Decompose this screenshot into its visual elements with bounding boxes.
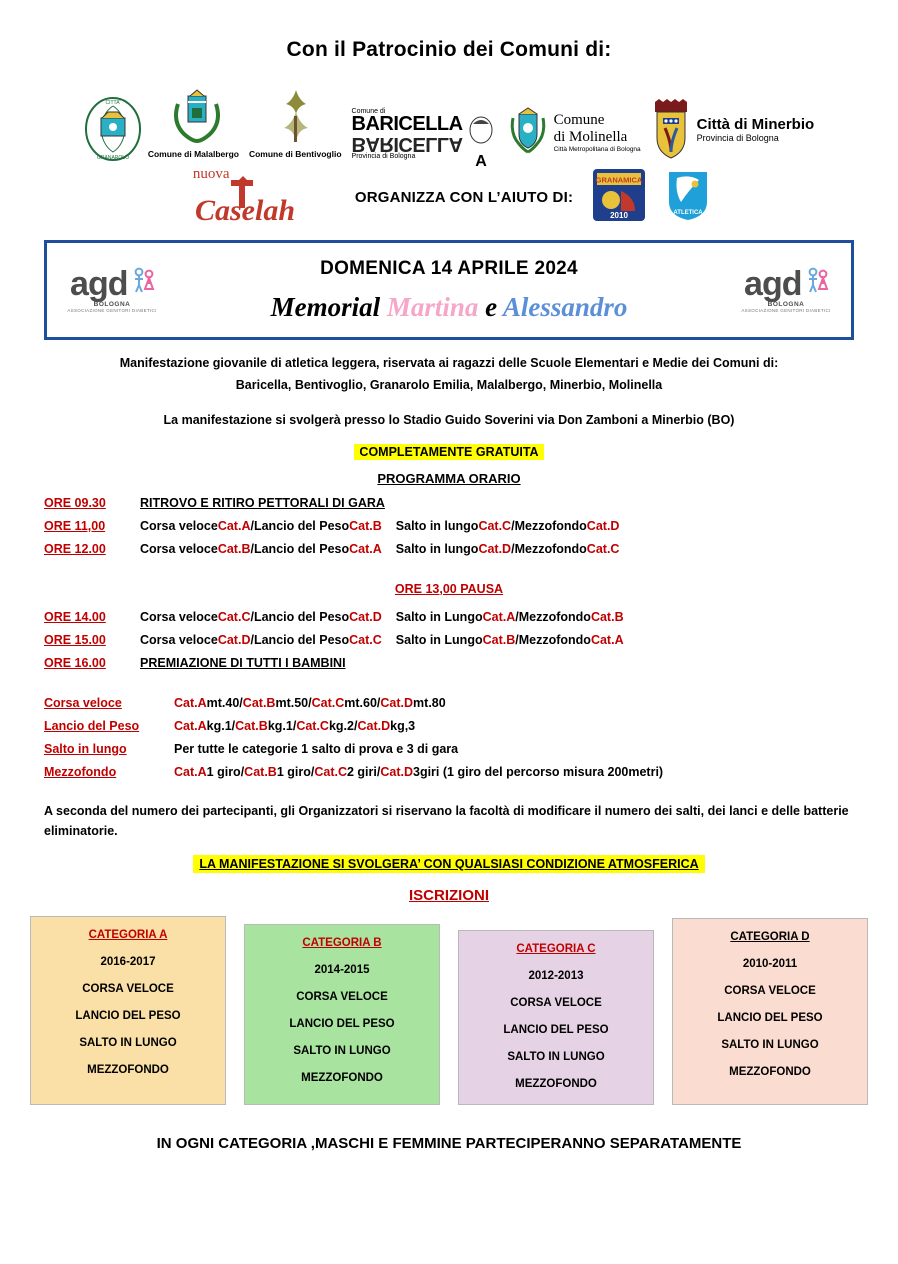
category-cards <box>0 916 898 1105</box>
category-event: SALTO IN LUNGO <box>721 1038 819 1051</box>
category-event: SALTO IN LUNGO <box>293 1044 391 1057</box>
schedule-time: ORE 11,00 <box>44 518 106 533</box>
category-event: CORSA VELOCE <box>296 990 388 1003</box>
category-card-a <box>30 916 226 1105</box>
agd-wordmark: agd <box>70 265 128 303</box>
event-name: Mezzofondo <box>518 632 591 647</box>
event-category: Cat.D <box>217 632 251 647</box>
schedule-afternoon <box>44 610 854 670</box>
separator: / <box>511 518 515 533</box>
spec-category: Cat.D <box>380 764 413 779</box>
category-years: 2012-2013 <box>528 969 584 982</box>
logo-caption: Comune di Malalbergo <box>147 149 239 160</box>
event-category: Cat.A <box>217 518 251 533</box>
page-title: Con il Patrocinio dei Comuni di: <box>286 38 612 61</box>
baricella-caption-top: Comune di <box>351 108 386 115</box>
schedule-time: ORE 14.00 <box>44 609 106 624</box>
event-name: Corsa veloce <box>140 609 218 624</box>
event-name: Lancio del Peso <box>253 541 350 556</box>
event-name: Salto in lungo <box>395 518 479 533</box>
category-years: 2016-2017 <box>100 955 156 968</box>
event-name: Corsa veloce <box>140 632 218 647</box>
agd-logo-left <box>57 267 167 313</box>
event-category: Cat.C <box>586 541 620 556</box>
separator: / <box>515 632 519 647</box>
bentivoglio-crest-icon <box>268 86 322 148</box>
spec-value: 3giri (1 giro del percorso misura 200metri) <box>413 764 664 779</box>
baricella-caption-sub: Provincia di Bologna <box>351 153 416 160</box>
separator: / <box>250 609 254 624</box>
spec-row <box>44 765 854 779</box>
event-category: Cat.A <box>482 609 516 624</box>
agd-figures-icon <box>132 267 154 293</box>
baricella-wordmark: BARICELLA <box>351 113 463 135</box>
category-event: SALTO IN LUNGO <box>79 1036 177 1049</box>
logo-molinella <box>507 104 641 160</box>
event-name: Lancio del Peso <box>253 518 350 533</box>
agd-sub2-label: ASSOCIAZIONE GENITORI DIABETICI <box>741 307 831 313</box>
spec-value: Per tutte le categorie 1 salto di prova e 3 di gara <box>174 741 459 756</box>
programma-heading: PROGRAMMA ORARIO <box>377 470 521 486</box>
svg-text:CITTA': CITTA' <box>105 100 121 106</box>
spec-category: Cat.D <box>357 718 391 733</box>
municipal-logos-row <box>0 76 898 170</box>
logo-granamica <box>591 167 647 228</box>
agd-sub2-label: ASSOCIAZIONE GENITORI DIABETICI <box>67 307 157 313</box>
agd-figures-icon <box>806 267 828 293</box>
spec-category: Cat.B <box>242 695 276 710</box>
svg-text:A: A <box>474 153 487 170</box>
category-event: MEZZOFONDO <box>301 1071 383 1084</box>
intro-line-1: Manifestazione giovanile di atletica leggera, riservata ai ragazzi delle Scuole Elementari e Medie dei Comuni di: <box>119 356 779 370</box>
event-name: Lancio del Peso <box>253 632 350 647</box>
event-name: Salto in Lungo <box>395 632 483 647</box>
logo-nuova-caselah <box>187 168 337 226</box>
minerbio-caption-sub: Provincia di Bologna <box>696 132 779 143</box>
headline-center <box>167 258 731 323</box>
category-card-b <box>244 924 440 1105</box>
granarolo-crest-icon <box>84 96 138 161</box>
schedule-row <box>44 519 854 533</box>
footer-note: IN OGNI CATEGORIA ,MASCHI E FEMMINE PARTECIPERANNO SEPARATAMENTE <box>156 1134 742 1152</box>
event-name: Salto in Lungo <box>395 609 483 624</box>
spec-value: kg.2/ <box>328 718 358 733</box>
spec-row <box>44 742 854 756</box>
venue-line: La manifestazione si svolgerà presso lo Stadio Guido Soverini via Don Zamboni a Minerbio (BO) <box>163 412 735 427</box>
category-event: MEZZOFONDO <box>87 1063 169 1076</box>
spec-value: kg.1/ <box>206 718 236 733</box>
nuova-label: nuova <box>192 166 230 182</box>
logo-caption: Comune di Bentivoglio <box>248 149 342 160</box>
category-card-c <box>458 930 654 1105</box>
agd-wordmark: agd <box>744 265 802 303</box>
separator: / <box>250 518 254 533</box>
category-event: CORSA VELOCE <box>82 982 174 995</box>
memorial-name-1: Martina <box>386 291 479 322</box>
intro-paragraph <box>36 353 862 397</box>
event-category: Cat.D <box>349 609 382 624</box>
spec-category: Cat.C <box>311 695 345 710</box>
agd-sub-label: BOLOGNA <box>93 301 131 308</box>
event-name: Mezzofondo <box>514 541 587 556</box>
svg-text:GRANAROLO: GRANAROLO <box>96 155 129 161</box>
spec-value: kg,3 <box>390 718 416 733</box>
baricella-wordmark-mirror: BARICELLA <box>351 133 463 155</box>
event-category: Cat.D <box>478 541 512 556</box>
event-category: Cat.B <box>482 632 516 647</box>
separator: / <box>511 541 515 556</box>
event-category: Cat.B <box>217 541 251 556</box>
malalbergo-crest-icon <box>166 86 220 148</box>
category-event: CORSA VELOCE <box>724 984 816 997</box>
event-name: Mezzofondo <box>518 609 591 624</box>
spec-value: mt.60/ <box>344 695 381 710</box>
schedule-row <box>44 656 854 670</box>
logo-bentivoglio <box>249 86 342 160</box>
weather-notice-wrap <box>0 855 898 873</box>
intro-line-2: Baricella, Bentivoglio, Granarolo Emilia, Malalbergo, Minerbio, Molinella <box>235 377 663 392</box>
spec-value: mt.80 <box>413 695 446 710</box>
spec-value: mt.40/ <box>206 695 243 710</box>
event-memorial-title <box>167 292 731 323</box>
category-event: LANCIO DEL PESO <box>717 1011 823 1024</box>
weather-notice: LA MANIFESTAZIONE SI SVOLGERA’ CON QUALSIASI CONDIZIONE ATMOSFERICA <box>193 855 704 873</box>
spec-label: Lancio del Peso <box>44 718 140 733</box>
logo-malalbergo <box>148 86 239 160</box>
logo-minerbio <box>651 98 815 160</box>
spec-category: Cat.C <box>314 764 347 779</box>
category-event: LANCIO DEL PESO <box>503 1023 609 1036</box>
schedule-text: PREMIAZIONE DI TUTTI I BAMBINI <box>140 655 346 670</box>
event-specs <box>44 696 854 779</box>
event-category: Cat.B <box>590 609 624 624</box>
category-event: SALTO IN LUNGO <box>507 1050 605 1063</box>
molinella-crest-icon <box>507 104 549 160</box>
event-category: Cat.A <box>590 632 624 647</box>
spec-category: Cat.A <box>174 718 207 733</box>
spec-label: Salto in lungo <box>44 741 127 756</box>
memorial-name-2: Alessandro <box>502 291 628 322</box>
event-date: DOMENICA 14 APRILE 2024 <box>320 257 578 279</box>
category-event: MEZZOFONDO <box>515 1077 597 1090</box>
separator: / <box>250 541 254 556</box>
organizza-label: ORGANIZZA CON L’AIUTO DI: <box>354 188 574 206</box>
spec-row <box>44 696 854 710</box>
spec-value: mt.50/ <box>275 695 312 710</box>
molinella-caption-sub: Città Metropolitana di Bologna <box>553 145 641 153</box>
spec-category: Cat.D <box>380 695 414 710</box>
spec-value: 2 giri/ <box>347 764 381 779</box>
spec-category: Cat.B <box>244 764 277 779</box>
separator: / <box>515 609 519 624</box>
spec-value: 1 giro/ <box>276 764 315 779</box>
event-category: Cat.C <box>349 632 382 647</box>
memorial-conj: e <box>478 291 503 322</box>
category-event: CORSA VELOCE <box>510 996 602 1009</box>
molinella-caption-1: Comune <box>553 111 605 128</box>
event-name: Mezzofondo <box>514 518 587 533</box>
agd-sub-label: BOLOGNA <box>767 301 805 308</box>
schedule-time: ORE 09.30 <box>44 495 106 510</box>
category-years: 2010-2011 <box>742 957 798 970</box>
spec-row <box>44 719 854 733</box>
spec-value: 1 giro/ <box>206 764 245 779</box>
schedule-text: RITROVO E RITIRO PETTORALI DI GARA <box>140 495 385 510</box>
schedule-time: ORE 16.00 <box>44 655 106 670</box>
spec-category: Cat.A <box>174 764 207 779</box>
category-title: CATEGORIA A <box>88 928 168 941</box>
event-category: Cat.C <box>217 609 251 624</box>
category-event: MEZZOFONDO <box>729 1065 811 1078</box>
schedule-morning <box>44 496 854 556</box>
event-name: Lancio del Peso <box>253 609 350 624</box>
svg-text:2010: 2010 <box>610 210 629 220</box>
spec-label: Corsa veloce <box>44 695 122 710</box>
schedule-row <box>44 496 854 510</box>
event-category: Cat.D <box>586 518 620 533</box>
disclaimer-text: A seconda del numero dei partecipanti, gli Organizzatori si riservano la facoltà di modificare il numero dei salti, dei lanci e delle batterie eliminatorie. <box>44 803 849 838</box>
event-category: Cat.A <box>349 541 382 556</box>
event-category: Cat.B <box>349 518 382 533</box>
minerbio-caption: Città di Minerbio <box>696 115 815 133</box>
spec-value: kg.1/ <box>267 718 297 733</box>
category-event: LANCIO DEL PESO <box>75 1009 181 1022</box>
schedule-row <box>44 542 854 556</box>
event-headline-box <box>44 240 854 340</box>
category-card-d <box>672 918 868 1105</box>
category-title: CATEGORIA D <box>730 930 810 943</box>
event-name: Salto in lungo <box>395 541 479 556</box>
category-event: LANCIO DEL PESO <box>289 1017 395 1030</box>
event-name: Corsa veloce <box>140 518 218 533</box>
svg-text:GRANAMICA: GRANAMICA <box>595 175 643 184</box>
iscrizioni-heading: ISCRIZIONI <box>408 886 489 904</box>
molinella-caption-2: di Molinella <box>553 128 628 145</box>
spec-label: Mezzofondo <box>44 764 117 779</box>
logo-baricella <box>351 108 497 170</box>
free-badge-wrap <box>0 443 898 461</box>
organizer-row <box>0 166 898 228</box>
category-title: CATEGORIA C <box>516 942 596 955</box>
logo-asd-atletica <box>665 168 711 227</box>
category-years: 2014-2015 <box>314 963 370 976</box>
event-category: Cat.C <box>478 518 512 533</box>
logo-granarolo-emilia <box>84 96 138 160</box>
svg-text:Caselah: Caselah <box>194 194 295 227</box>
spec-category: Cat.B <box>235 718 268 733</box>
pause-line: ORE 13,00 PAUSA <box>394 581 504 596</box>
separator: / <box>250 632 254 647</box>
svg-text:ATLETICA: ATLETICA <box>673 209 703 216</box>
status-badge-gratuita: COMPLETAMENTE GRATUITA <box>354 444 543 460</box>
minerbio-crest-icon <box>651 98 691 160</box>
baricella-crest-icon <box>465 114 497 170</box>
agd-logo-right <box>731 267 841 313</box>
schedule-time: ORE 12.00 <box>44 541 106 556</box>
schedule-row <box>44 633 854 647</box>
event-name: Corsa veloce <box>140 541 218 556</box>
schedule-row <box>44 610 854 624</box>
spec-category: Cat.A <box>174 695 207 710</box>
category-title: CATEGORIA B <box>302 936 382 949</box>
spec-category: Cat.C <box>296 718 329 733</box>
schedule-time: ORE 15.00 <box>44 632 106 647</box>
memorial-word: Memorial <box>270 291 387 322</box>
